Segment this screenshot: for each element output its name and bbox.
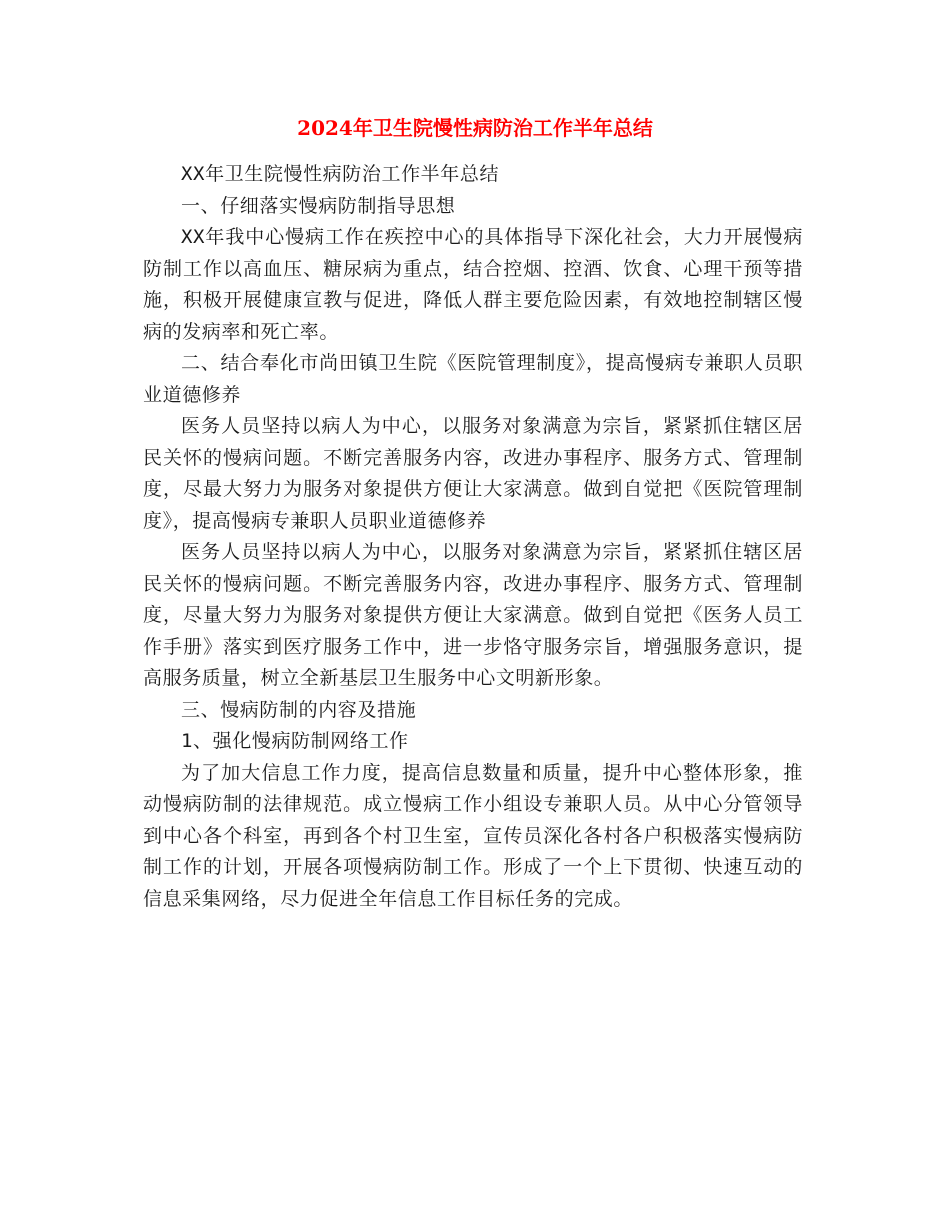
paragraph: XX年我中心慢病工作在疾控中心的具体指导下深化社会，大力开展慢病防制工作以高血压、糖尿病为重点，结合控烟、控酒、饮食、心理干预等措施，积极开展健康宣教与促进，降低人群主要危险因素，有效地控制辖区慢病的发病率和死亡率。 [143,226,803,343]
section-heading-1: 一、仔细落实慢病防制指导思想 [181,194,456,217]
section-heading-3: 三、慢病防制的内容及措施 [181,698,417,721]
section-heading-2: 二、结合奉化市尚田镇卫生院《医院管理制度》，提高慢病专兼职人员职业道德修养 [143,352,803,406]
paragraph-subtitle: XX年卫生院慢性病防治工作半年总结 [181,163,500,185]
document-body [143,159,803,915]
paragraph: 为了加大信息工作力度，提高信息数量和质量，提升中心整体形象，推动慢病防制的法律规范。成立慢病工作小组设专兼职人员。从中心分管领导到中心各个科室，再到各个村卫生室，宣传员深化各村各户积极落实慢病防制工作的计划，开展各项慢病防制工作。形成了一个上下贯彻、快速互动的信息采集网络，尽力促进全年信息工作目标任务的完成。 [143,761,803,910]
paragraph: 医务人员坚持以病人为中心，以服务对象满意为宗旨，紧紧抓住辖区居民关怀的慢病问题。不断完善服务内容，改进办事程序、服务方式、管理制度，尽最大努力为服务对象提供方便让大家满意。做到自觉把《医院管理制度》，提高慢病专兼职人员职业道德修养 [143,415,803,532]
paragraph: 医务人员坚持以病人为中心，以服务对象满意为宗旨，紧紧抓住辖区居民关怀的慢病问题。不断完善服务内容，改进办事程序、服务方式、管理制度，尽量大努力为服务对象提供方便让大家满意。做到自觉把《医务人员工作手册》落实到医疗服务工作中，进一步恪守服务宗旨，增强服务意识，提高服务质量，树立全新基层卫生服务中心文明新形象。 [143,541,803,689]
subsection-heading-1: 1、强化慢病防制网络工作 [181,730,409,752]
document-title: 2024年卫生院慢性病防治工作半年总结 [297,116,653,140]
